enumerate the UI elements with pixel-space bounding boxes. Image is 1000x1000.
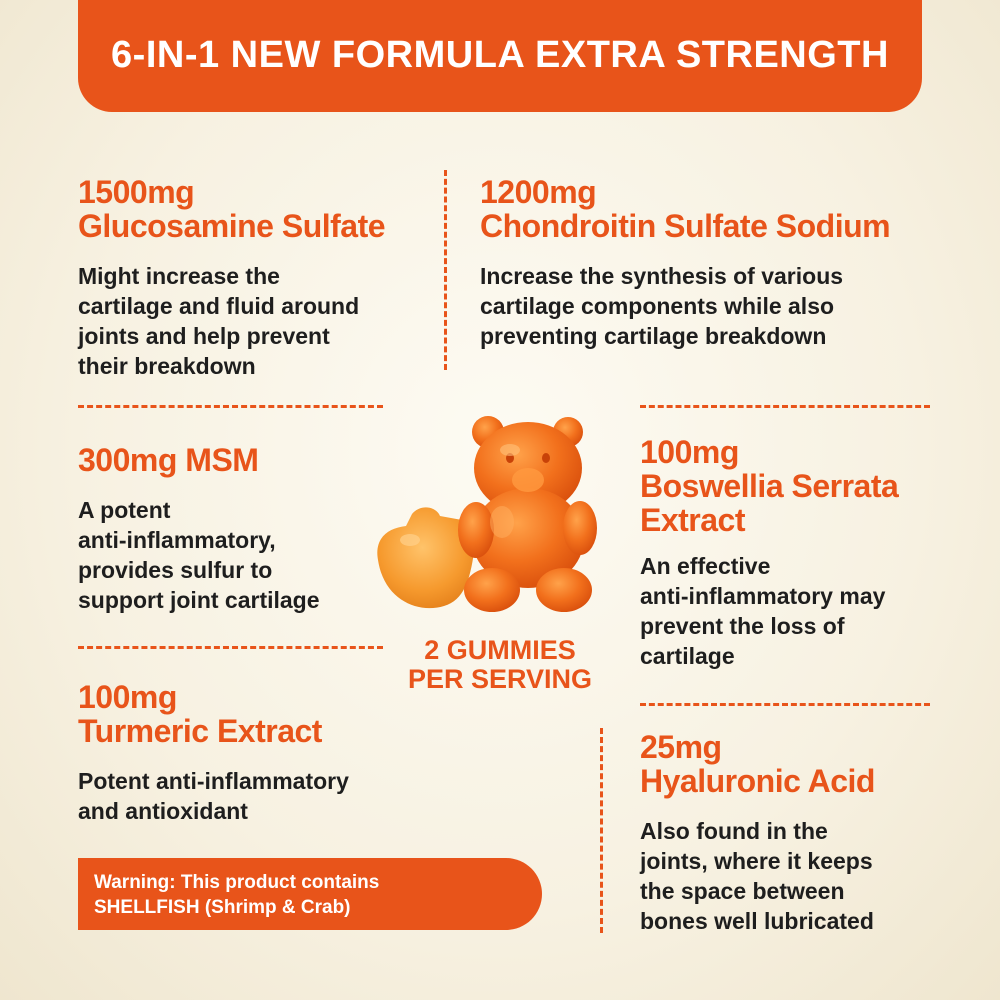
ingredient-boswellia xyxy=(640,435,898,671)
ingredient-description: A potent anti-inflammatory, provides sulfur to support joint cartilage xyxy=(78,497,320,613)
ingredient-amount: 100mg xyxy=(640,434,739,470)
ingredient-name: Turmeric Extract xyxy=(78,713,322,749)
serving-line-1: 2 GUMMIES xyxy=(424,635,576,665)
ingredient-name: Hyaluronic Acid xyxy=(640,763,875,799)
ingredient-description: Increase the synthesis of various cartilage components while also preventing cartilage breakdown xyxy=(480,263,844,349)
ingredient-description: Might increase the cartilage and fluid around joints and help prevent their breakdown xyxy=(78,263,360,379)
horizontal-divider-right-1 xyxy=(640,405,930,408)
ingredient-name: Boswellia Serrata xyxy=(640,468,899,504)
gummy-bear-illustration xyxy=(370,410,600,620)
banner-title: 6-IN-1 NEW FORMULA EXTRA STRENGTH xyxy=(111,33,889,76)
horizontal-divider-right-2 xyxy=(640,703,930,706)
vertical-divider-top xyxy=(444,170,447,370)
ingredient-glucosamine xyxy=(78,175,385,381)
ingredient-amount: 1200mg xyxy=(480,174,597,210)
ingredient-amount: 100mg xyxy=(78,679,177,715)
serving-label xyxy=(395,636,605,694)
ingredient-hyaluronic xyxy=(640,730,875,936)
horizontal-divider-left-1 xyxy=(78,405,383,408)
ingredient-amount: 25mg xyxy=(640,729,722,765)
header-banner xyxy=(78,0,922,112)
horizontal-divider-left-2 xyxy=(78,646,383,649)
ingredient-description: An effective anti-inflammatory may prevent the loss of cartilage xyxy=(640,553,886,669)
ingredient-amount: 300mg MSM xyxy=(78,442,259,478)
ingredient-turmeric xyxy=(78,680,349,826)
warning-line-1: Warning: This product contains xyxy=(94,872,380,893)
ingredient-msm xyxy=(78,443,320,615)
ingredient-amount: 1500mg xyxy=(78,174,195,210)
ingredient-description: Potent anti-inflammatory and antioxidant xyxy=(78,768,349,824)
ingredient-name: Chondroitin Sulfate Sodium xyxy=(480,208,891,244)
standing-gummy-bear xyxy=(458,416,597,612)
warning-line-2: SHELLFISH (Shrimp & Crab) xyxy=(94,897,351,918)
ingredient-name-continued: Extract xyxy=(640,502,745,538)
ingredient-description: Also found in the joints, where it keeps the space between bones well lubricated xyxy=(640,818,874,934)
ingredient-name: Glucosamine Sulfate xyxy=(78,208,386,244)
serving-line-2: PER SERVING xyxy=(407,664,593,694)
warning-banner xyxy=(78,858,542,930)
vertical-divider-bottom xyxy=(600,728,603,933)
ingredient-chondroitin xyxy=(480,175,890,351)
